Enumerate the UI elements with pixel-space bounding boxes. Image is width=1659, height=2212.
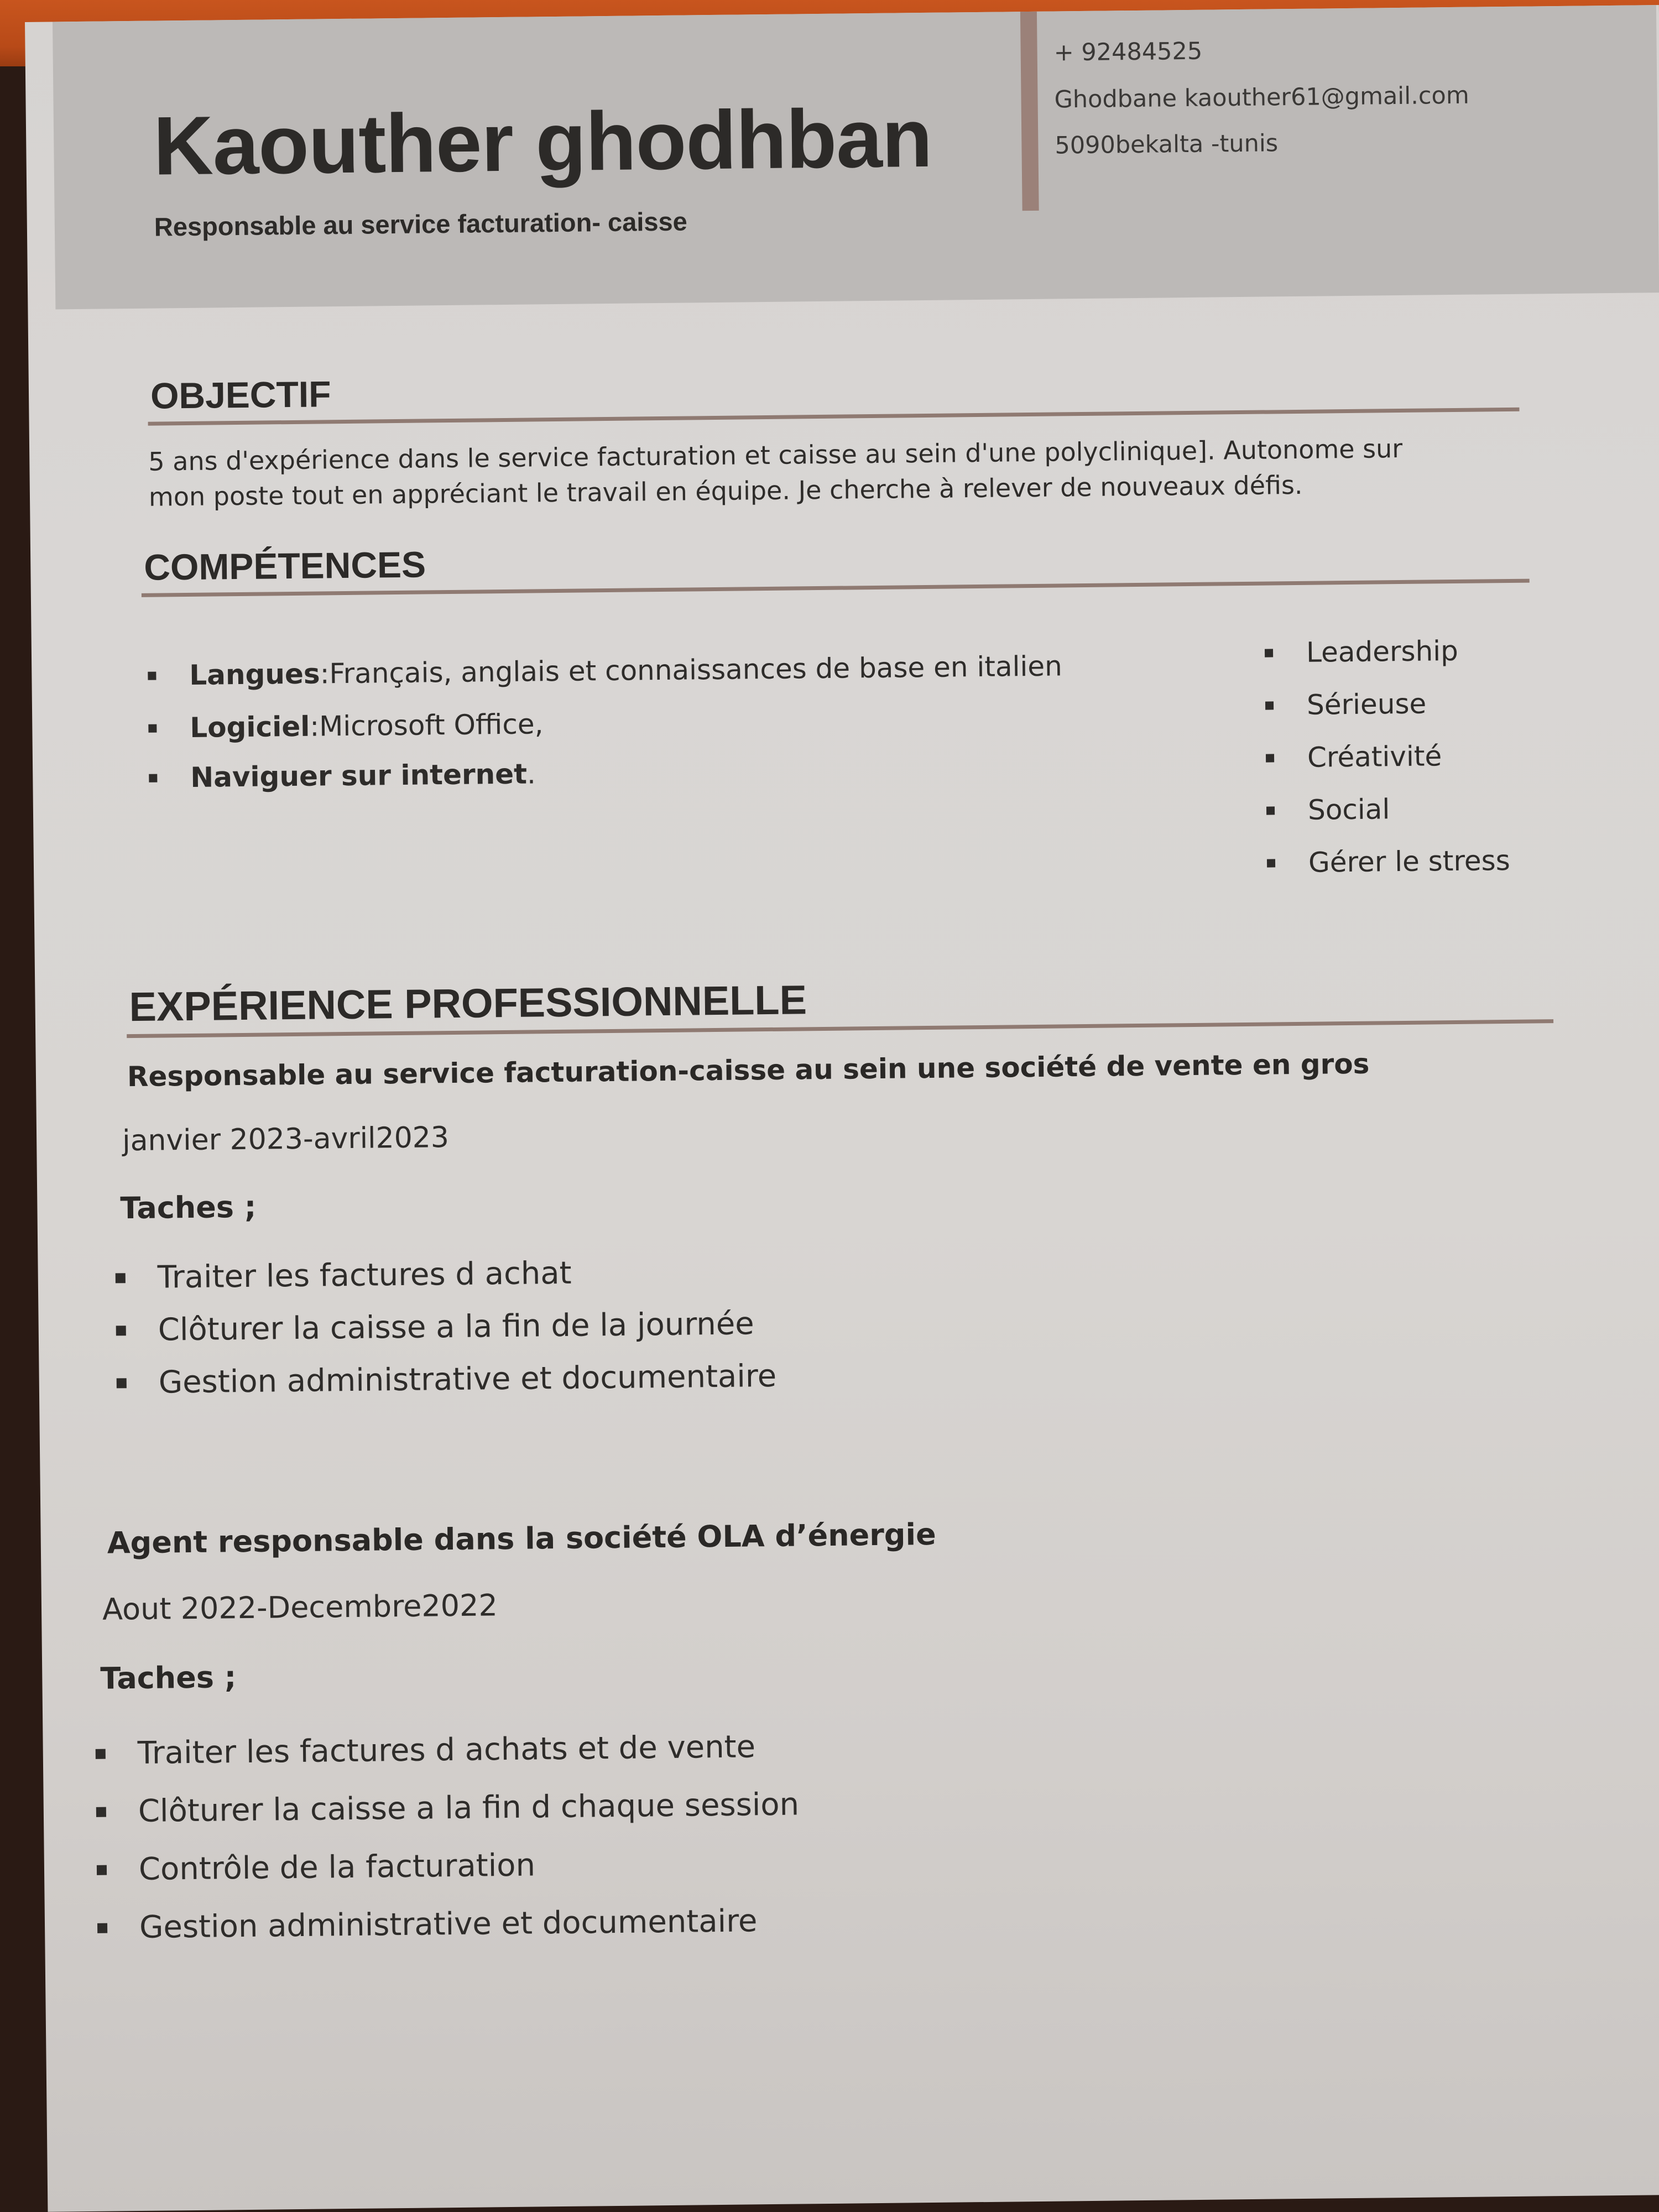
job-date: Aout 2022-Decembre2022 [102, 1588, 498, 1627]
soft-skill-item [1266, 793, 1390, 826]
bullet-icon [148, 671, 156, 680]
bullet-icon [148, 724, 156, 732]
bullet-icon [1265, 701, 1274, 709]
skill-item [148, 708, 544, 744]
task-text: Clôturer la caisse a la fin de la journée [158, 1306, 755, 1348]
objectif-line-1: 5 ans d'expérience dans le service facturation et caisse au sein d'une polyclinique]. Autonome sur [148, 433, 1403, 477]
skill-label: Langues [189, 658, 320, 691]
bullet-icon [97, 1865, 107, 1875]
objectif-line-2: mon poste tout en appréciant le travail en équipe. Je cherche à relever de nouveaux défis. [148, 469, 1303, 512]
bullet-icon [97, 1923, 107, 1933]
task-text: Gestion administrative et documentaire [158, 1358, 777, 1401]
contact-phone: + 92484525 [1053, 37, 1203, 67]
section-rule-objectif [148, 408, 1520, 426]
task-text: Traiter les factures d achat [157, 1255, 572, 1296]
tasks-label: Taches ; [100, 1660, 237, 1696]
skill-item [149, 758, 536, 794]
task-text: Clôturer la caisse a la fin d chaque session [138, 1786, 800, 1830]
skill-text: Microsoft Office, [319, 708, 544, 743]
section-title-competences: COMPÉTENCES [143, 544, 426, 588]
bullet-icon [116, 1273, 126, 1283]
bullet-icon [116, 1326, 126, 1335]
resume-page [25, 5, 1659, 2212]
soft-skill-text: Créativité [1307, 740, 1442, 774]
task-item [116, 1306, 754, 1348]
skill-item [148, 650, 1062, 691]
contact-email: Ghodbane kaouther61@gmail.com [1054, 81, 1469, 114]
soft-skill-text: Social [1307, 793, 1390, 826]
task-item [97, 1848, 536, 1888]
task-text: Traiter les factures d achats et de vente [137, 1729, 756, 1772]
header-divider-bar [1020, 12, 1039, 211]
skill-text: Français, anglais et connaissances de base en italien [329, 650, 1063, 690]
objectif-text [148, 430, 1531, 515]
soft-skill-item [1266, 740, 1442, 774]
section-title-experience: EXPÉRIENCE PROFESSIONNELLE [129, 977, 807, 1030]
candidate-title: Responsable au service facturation- caisse [154, 206, 688, 242]
skill-text: . [526, 758, 536, 790]
skill-label: Logiciel [190, 710, 310, 744]
candidate-name: Kaouther ghodhban [153, 91, 933, 192]
resume-header [53, 5, 1659, 309]
skill-label: Naviguer sur internet [190, 758, 528, 794]
skill-separator: : [310, 710, 320, 743]
task-item [95, 1729, 755, 1771]
task-item [116, 1358, 776, 1401]
tasks-label: Taches ; [120, 1189, 257, 1226]
job-title: Agent responsable dans la société OLA d’énergie [107, 1516, 936, 1561]
task-item [96, 1787, 800, 1830]
bullet-icon [1265, 649, 1273, 657]
bullet-icon [1267, 859, 1275, 867]
soft-skill-item [1265, 688, 1427, 722]
job-title: Responsable au service facturation-caisse au sein une société de vente en gros [127, 1047, 1370, 1093]
contact-address: 5090bekalta -tunis [1055, 129, 1279, 160]
job-date: janvier 2023-avril2023 [122, 1121, 450, 1158]
task-text: Gestion administrative et documentaire [139, 1903, 758, 1946]
bullet-icon [1266, 754, 1274, 762]
bullet-icon [96, 1749, 106, 1759]
bullet-icon [117, 1378, 127, 1388]
bullet-icon [1266, 806, 1275, 815]
skill-separator: : [320, 658, 330, 690]
task-text: Contrôle de la facturation [138, 1847, 536, 1888]
soft-skill-item [1267, 844, 1510, 879]
soft-skill-text: Sérieuse [1306, 687, 1427, 721]
bullet-icon [149, 774, 157, 782]
soft-skill-item [1265, 635, 1458, 669]
soft-skill-text: Leadership [1306, 634, 1459, 669]
task-item [97, 1903, 758, 1945]
soft-skill-text: Gérer le stress [1308, 844, 1511, 879]
task-item [115, 1255, 571, 1296]
bullet-icon [96, 1807, 106, 1817]
section-title-objectif: OBJECTIF [150, 373, 331, 416]
